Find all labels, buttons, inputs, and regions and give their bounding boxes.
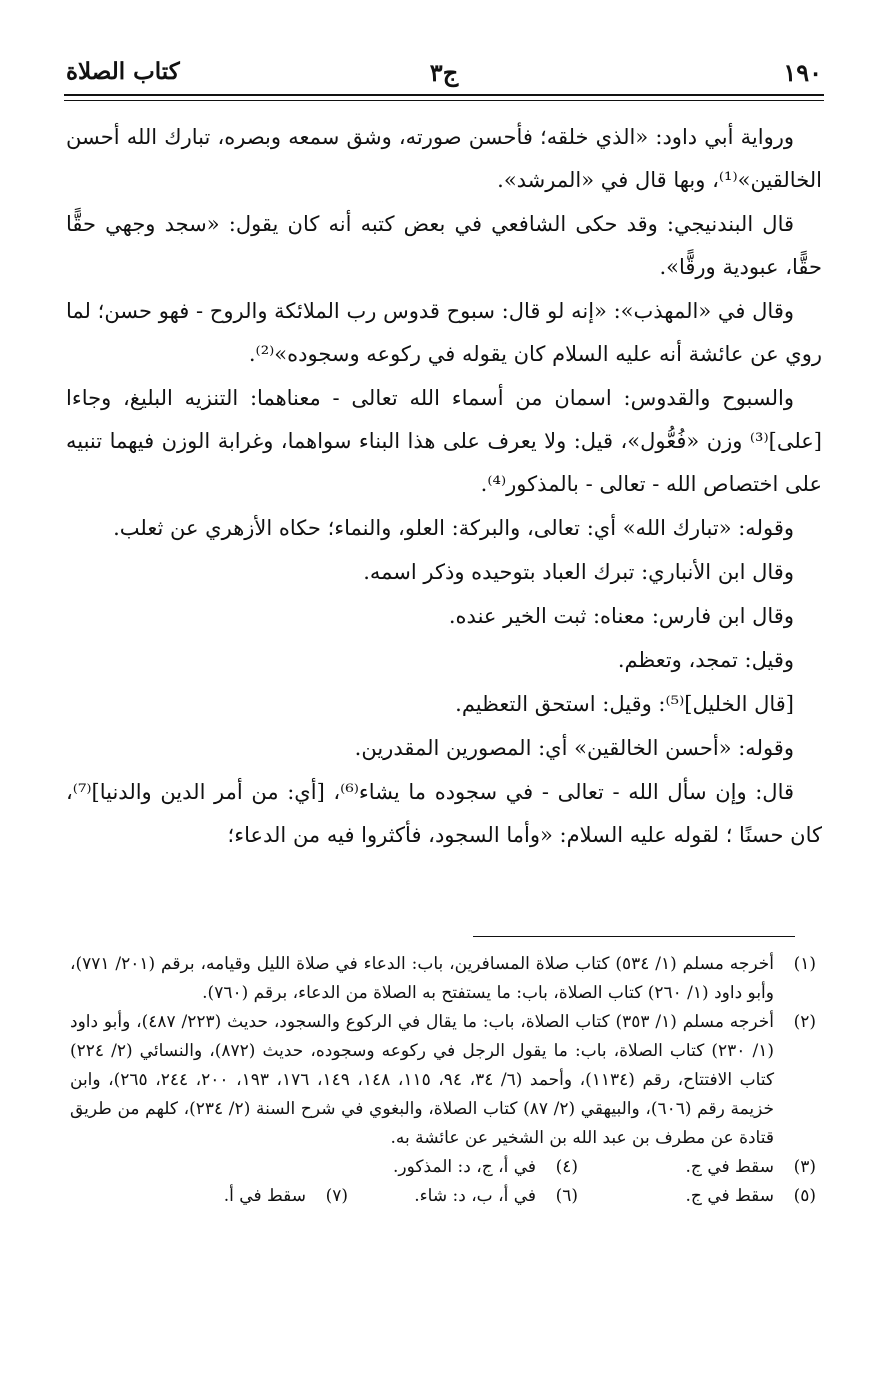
paragraph: ورواية أبي داود: «الذي خلقه؛ فأحسن صورته، وشق سمعه وبصره، تبارك الله أحسن الخالقين»⁽¹⁾، وبها قال في «المرشد». (66, 125, 822, 192)
paragraph: وقال ابن الأنباري: تبرك العباد بتوحيده وذكر اسمه. (363, 560, 794, 584)
footnote-number: (٥) (793, 1186, 816, 1206)
footnotes (70, 950, 822, 1211)
footnote-number: (٤) (555, 1157, 578, 1177)
footnote-number: (١) (793, 954, 816, 974)
paragraph: وقال ابن فارس: معناه: ثبت الخير عنده. (448, 604, 794, 628)
header-rule-thick (64, 94, 824, 96)
footnote (354, 1153, 584, 1182)
footnote-row (70, 1182, 822, 1211)
volume-label: ج٣ (429, 58, 459, 87)
footnote-number: (٣) (793, 1157, 816, 1177)
footnote (70, 950, 822, 1008)
footnote (224, 1182, 354, 1211)
header-rule-thin (64, 100, 824, 101)
main-text (66, 116, 822, 858)
footnote (354, 1182, 584, 1211)
book-title: كتاب الصلاة (66, 58, 180, 85)
paragraph: وقال في «المهذب»: «إنه لو قال: سبوح قدوس رب الملائكة والروح - فهو حسن؛ لما روي عن عائشة أنه عليه السلام كان يقوله في ركوعه وسجوده»⁽²⁾. (66, 299, 822, 366)
footnote-text: في أ، ج، د: المذكور. (392, 1157, 536, 1177)
paragraph: وقوله: «أحسن الخالقين» أي: المصورين المقدرين. (354, 736, 794, 760)
paragraph: قال: وإن سأل الله - تعالى - في سجوده ما يشاء⁽⁶⁾، [أي: من أمر الدين والدنيا]⁽⁷⁾، كان حسنًا ؛ لقوله عليه السلام: «وأما السجود، فأكثروا فيه من الدعاء؛ (66, 780, 822, 847)
footnote-number: (٧) (325, 1186, 348, 1206)
footnote-separator (473, 936, 795, 937)
footnote-text: سقط في ج. (685, 1186, 774, 1206)
paragraph: [قال الخليل]⁽⁵⁾: وقيل: استحق التعظيم. (455, 692, 794, 716)
paragraph: والسبوح والقدوس: اسمان من أسماء الله تعالى - معناهما: التنزيه البليغ، وجاءا [على]⁽³⁾ وزن «فُعُّول»، قيل: ولا يعرف على هذا البناء سواهما، وغرابة الوزن فيهما تنبيه على اختصاص الله - تعالى - بالمذكور⁽⁴⁾. (66, 386, 822, 496)
page-number: ١٩٠ (783, 58, 822, 87)
footnote (70, 1008, 822, 1153)
footnote-text: سقط في ج. (685, 1157, 774, 1177)
footnote-text: سقط في أ. (223, 1186, 306, 1206)
footnote-text: أخرجه مسلم (١/ ٥٣٤) كتاب صلاة المسافرين، باب: الدعاء في صلاة الليل وقيامه، برقم (٢٠١/ ٧٧١)، وأبو داود (١/ ٢٦٠) كتاب الصلاة، باب: ما يستفتح به الصلاة من الدعاء، برقم (٧٦٠). (70, 954, 774, 1003)
footnote-number: (٦) (555, 1186, 578, 1206)
footnote (584, 1153, 822, 1182)
footnote-row (70, 1153, 822, 1182)
running-header (64, 58, 824, 92)
footnote (584, 1182, 822, 1211)
footnote-number: (٢) (793, 1012, 816, 1032)
paragraph: قال البندنيجي: وقد حكى الشافعي في بعض كتبه أنه كان يقول: «سجد وجهي حقًّا حقًّا، عبودية ورقًّا». (66, 212, 822, 279)
footnote-text: أخرجه مسلم (١/ ٣٥٣) كتاب الصلاة، باب: ما يقال في الركوع والسجود، حديث (٢٢٣/ ٤٨٧)، وأبو داود (١/ ٢٣٠) كتاب الصلاة، باب: ما يقول الرجل في ركوعه وسجوده، حديث (٨٧٢)، والنسائي (٢/ ٢٢٤) كتاب الافتتاح، رقم (١١٣٤)، وأحمد (٦/ ٣٤، ٩٤، ١١٥، ١٤٨، ١٤٩، ١٧٦، ١٩٣، ٢٠٠، ٢٤٤، ٢٦٥)، وابن خزيمة رقم (٦٠٦)، والبيهقي (٢/ ٨٧) كتاب الصلاة، والبغوي في شرح السنة (٢/ ٢٣٤)، كلهم من طريق قتادة عن مطرف بن عبد الله بن الشخير عن عائشة به. (70, 1012, 775, 1148)
footnote-text: في أ، ب، د: شاء. (414, 1186, 536, 1206)
paragraph: وقيل: تمجد، وتعظم. (617, 648, 794, 672)
paragraph: وقوله: «تبارك الله» أي: تعالى، والبركة: العلو، والنماء؛ حكاه الأزهري عن ثعلب. (113, 516, 794, 540)
